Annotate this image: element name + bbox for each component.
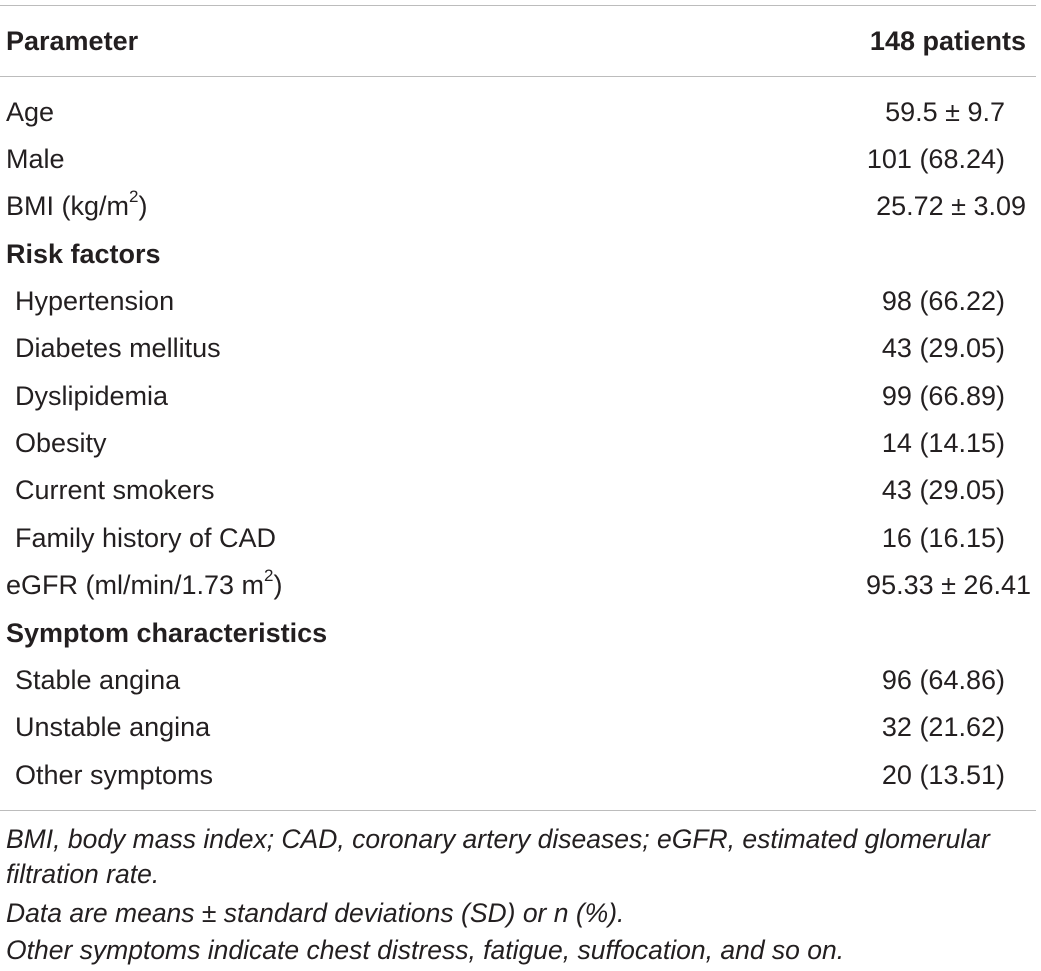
table-bottom-rule bbox=[0, 810, 1036, 811]
section-heading-row bbox=[0, 234, 1036, 274]
table-row bbox=[0, 376, 1036, 416]
table-row bbox=[0, 92, 1036, 132]
row-value: 59.5 ± 9.7 bbox=[885, 97, 1005, 127]
row-label: Other symptoms bbox=[15, 760, 214, 790]
table-row bbox=[0, 470, 1036, 510]
row-label: Unstable angina bbox=[15, 712, 211, 742]
row-label bbox=[6, 565, 283, 605]
row-label: Age bbox=[6, 97, 55, 127]
row-label: Dyslipidemia bbox=[15, 381, 169, 411]
table-row bbox=[0, 186, 1036, 226]
table-row bbox=[0, 707, 1036, 747]
row-label-suffix: ) bbox=[273, 570, 283, 600]
row-label: Obesity bbox=[15, 428, 107, 458]
row-label: Diabetes mellitus bbox=[15, 333, 221, 363]
row-value: 16 (16.15) bbox=[881, 523, 1005, 553]
row-value: 99 (66.89) bbox=[881, 381, 1005, 411]
row-value: 95.33 ± 26.41 bbox=[866, 570, 1031, 600]
table-top-rule bbox=[0, 5, 1036, 6]
row-label: Stable angina bbox=[15, 665, 181, 695]
footnote-line: BMI, body mass index; CAD, coronary artery diseases; eGFR, estimated glomerular bbox=[6, 824, 990, 854]
footnote-line: Data are means ± standard deviations (SD) or n (%). bbox=[6, 898, 625, 928]
section-heading: Symptom characteristics bbox=[6, 618, 328, 648]
table-row bbox=[0, 139, 1036, 179]
table-row bbox=[0, 755, 1036, 795]
footnote-line: filtration rate. bbox=[6, 859, 160, 889]
row-label-superscript: 2 bbox=[129, 187, 139, 206]
row-value: 101 (68.24) bbox=[866, 144, 1005, 174]
header-parameter: Parameter bbox=[6, 26, 139, 56]
table-row bbox=[0, 281, 1036, 321]
row-value: 98 (66.22) bbox=[881, 286, 1005, 316]
row-value: 96 (64.86) bbox=[881, 665, 1005, 695]
row-value: 25.72 ± 3.09 bbox=[876, 191, 1026, 221]
row-label: Hypertension bbox=[15, 286, 175, 316]
table-row bbox=[0, 518, 1036, 558]
footnote-line: Other symptoms indicate chest distress, fatigue, suffocation, and so on. bbox=[6, 935, 845, 965]
row-value: 20 (13.51) bbox=[881, 760, 1005, 790]
row-label: Male bbox=[6, 144, 65, 174]
row-label bbox=[6, 186, 147, 226]
row-value: 32 (21.62) bbox=[881, 712, 1005, 742]
table-row bbox=[0, 423, 1036, 463]
row-label-superscript: 2 bbox=[264, 566, 274, 585]
table-row bbox=[0, 328, 1036, 368]
row-value: 43 (29.05) bbox=[881, 475, 1005, 505]
row-label-text: BMI (kg/m bbox=[6, 191, 130, 221]
table-header-rule bbox=[0, 76, 1036, 77]
table-row bbox=[0, 565, 1036, 605]
row-label: Family history of CAD bbox=[15, 523, 277, 553]
header-patients: 148 patients bbox=[869, 26, 1026, 56]
row-label-suffix: ) bbox=[138, 191, 148, 221]
row-value: 14 (14.15) bbox=[881, 428, 1005, 458]
section-heading-row bbox=[0, 613, 1036, 653]
table-header-row bbox=[0, 21, 1036, 61]
row-label: Current smokers bbox=[15, 475, 215, 505]
row-label-text: eGFR (ml/min/1.73 m bbox=[6, 570, 265, 600]
row-value: 43 (29.05) bbox=[881, 333, 1005, 363]
table-row bbox=[0, 660, 1036, 700]
section-heading: Risk factors bbox=[6, 239, 161, 269]
